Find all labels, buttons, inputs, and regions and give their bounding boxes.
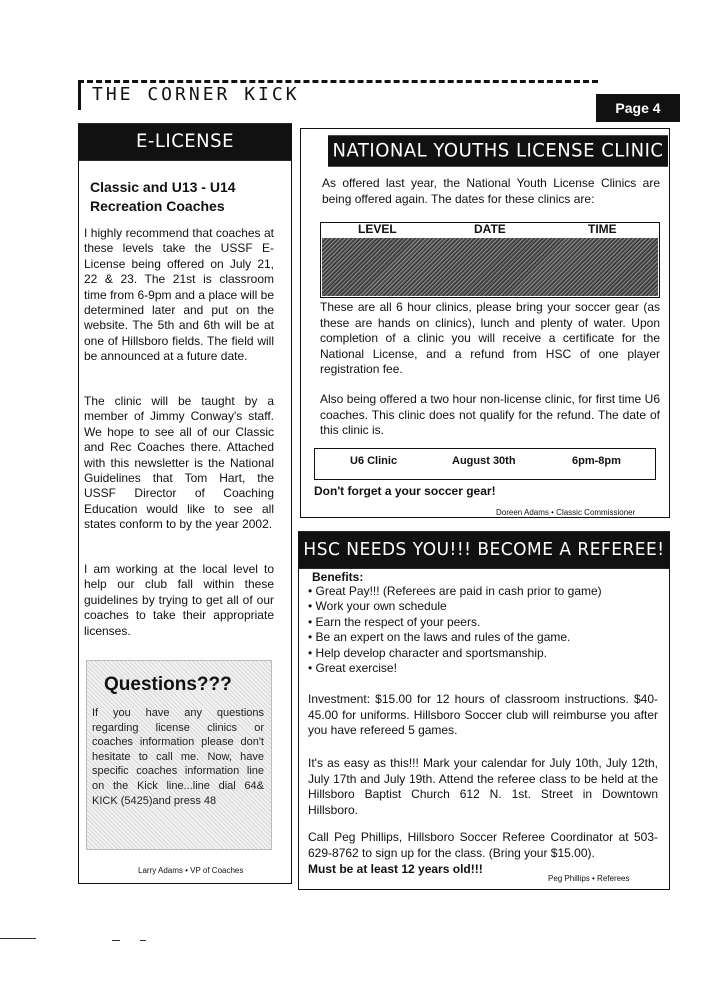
referee-signature: Peg Phillips • Referees [548,874,630,883]
list-item: • Great Pay!!! (Referees are paid in cash prior to game) [308,584,658,599]
questions-text: If you have any questions regarding license clinics or coaches information please don't hesitate to call me. Now, have specific coaches information line on the Kick line...line dial 64& KICK (5425)and press 48 [92,707,264,807]
u6-clinic-time: 6pm-8pm [572,455,621,467]
list-item: • Great exercise! [308,661,658,676]
benefits-list [308,584,658,676]
elicense-paragraph-1: I highly recommend that coaches at these levels take the USSF E-License being offered on July 21, 22 & 23. The 21st is classroom time from 6-9pm and a place will be determined later and put on the website. The 5th and 6th will be at one of Hillsboro fields. The field will be announced at a future date. [84,226,274,364]
soccer-gear-reminder: Don't forget a your soccer gear! [314,484,496,498]
scan-mark [140,940,146,941]
referee-age-requirement: Must be at least 12 years old!!! [308,862,483,876]
u6-clinic-level: U6 Clinic [350,455,398,467]
referee-contact: Call Peg Phillips, Hillsboro Soccer Referee Coordinator at 503-629-8762 to sign up for the class. (Bring your $15.00). [308,830,658,860]
list-item: • Work your own schedule [308,599,658,614]
national-clinic-heading: NATIONAL YOUTHS LICENSE CLINIC [328,135,668,167]
scan-mark [112,940,120,941]
benefits-title: Benefits: [312,570,364,584]
national-clinic-signature: Doreen Adams • Classic Commissioner [496,508,636,517]
table-header-level: LEVEL [358,222,397,236]
national-clinic-body-1: These are all 6 hour clinics, please bring your soccer gear (as these are hands on clinics), lunch and plenty of water. Upon completion of a clinic you will receive a certificate for the National License, and a refund from HSC of one player registration fee. [320,300,660,376]
list-item: • Be an expert on the laws and rules of the game. [308,630,658,645]
referee-investment: Investment: $15.00 for 12 hours of classroom instructions. $40-45.00 for uniforms. Hillsboro Soccer club will reimburse you after you have refereed 5 games. [308,692,658,737]
elicense-signature: Larry Adams • VP of Coaches [138,866,244,875]
table-header-time: TIME [588,222,617,236]
elicense-paragraph-3: I am working at the local level to help our club fall within these guidelines by trying to get all of our coaches to take their appropriate licenses. [84,562,274,638]
page-number: Page 4 [596,94,680,122]
referee-schedule: It's as easy as this!!! Mark your calendar for July 10th, July 12th, July 17th and July 19th. Attend the referee class to be held at the Hillsboro Baptist Church 612 N. 1st. Street in Downtown Hillsboro. [308,756,658,817]
national-clinic-body-2: Also being offered a two hour non-license clinic, for first time U6 coaches. This clinic does not qualify for the refund. The date of this clinic is. [320,392,660,437]
clinic-table-header [320,222,660,238]
questions-title: Questions??? [104,674,232,695]
list-item: • Earn the respect of your peers. [308,615,658,630]
referee-heading: HSC NEEDS YOU!!! BECOME A REFEREE! [298,531,670,569]
elicense-paragraph-2: The clinic will be taught by a member of Jimmy Conway's staff. We hope to see all of our Classic and Rec Coaches there. Attached with this newsletter is the National Guidelines that Tom Hart, the USSF Director of Coaching Education would like to see all states conform to by the year 2002. [84,394,274,532]
elicense-subheading: Classic and U13 - U14 Recreation Coaches [90,179,236,214]
national-clinic-intro: As offered last year, the National Youth License Clinics are being offered again. The dates for these clinics are: [322,176,660,206]
table-header-date: DATE [474,222,506,236]
newsletter-title: THE CORNER KICK [92,84,300,105]
elicense-heading: E-LICENSE [78,123,292,161]
scan-mark [0,938,36,939]
u6-clinic-date: August 30th [452,455,516,467]
clinic-table-redacted-body [322,238,658,296]
list-item: • Help develop character and sportsmanship. [308,646,658,661]
